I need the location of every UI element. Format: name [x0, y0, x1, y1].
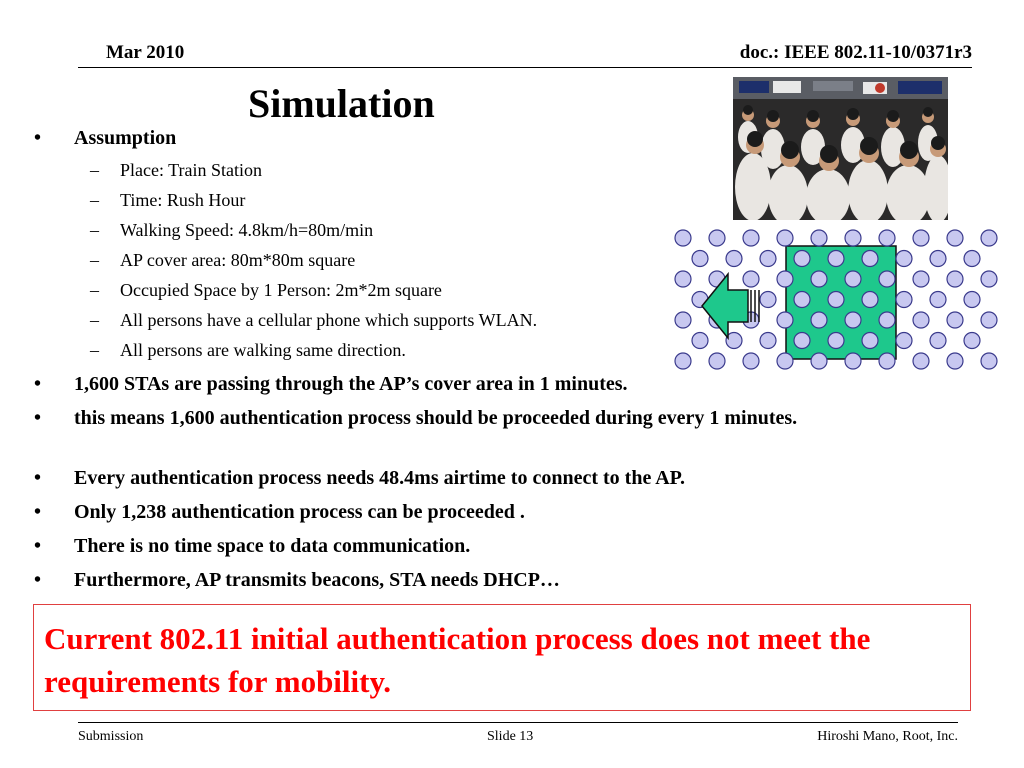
sub-item: [90, 249, 355, 271]
sub-item-text: Walking Speed: 4.8km/h=80m/min: [120, 220, 374, 240]
station-dot: [862, 292, 878, 308]
station-dot: [930, 292, 946, 308]
bullet-marker: •: [34, 407, 42, 429]
station-dot: [845, 312, 861, 328]
point-text: this means 1,600 authentication process should be proceeded during every 1 minutes.: [74, 407, 798, 429]
bullet-point: [34, 568, 914, 592]
crowd-photo: [733, 77, 948, 220]
sub-item: [90, 279, 442, 301]
dash-marker: –: [90, 160, 99, 180]
station-dot: [760, 292, 776, 308]
station-dot: [862, 333, 878, 349]
station-dot: [675, 230, 691, 246]
sub-item-text: Occupied Space by 1 Person: 2m*2m square: [120, 280, 442, 300]
station-dot: [777, 271, 793, 287]
station-dot: [760, 251, 776, 267]
sub-item-text: AP cover area: 80m*80m square: [120, 250, 356, 270]
station-dot: [981, 271, 997, 287]
station-dot: [964, 251, 980, 267]
dash-marker: –: [90, 250, 99, 270]
station-dot: [896, 333, 912, 349]
sub-item: [90, 309, 537, 331]
bullet-marker: •: [34, 127, 42, 149]
station-dot: [743, 271, 759, 287]
station-dot: [709, 353, 725, 369]
station-dot: [845, 353, 861, 369]
station-dot: [947, 312, 963, 328]
station-dot: [981, 312, 997, 328]
bullet-point: [34, 372, 914, 396]
sta-grid-diagram: [670, 228, 1006, 372]
station-dot: [930, 333, 946, 349]
station-dot: [794, 251, 810, 267]
station-dot: [913, 271, 929, 287]
station-dot: [743, 230, 759, 246]
station-dot: [947, 353, 963, 369]
sub-item: [90, 189, 245, 211]
header-date: Mar 2010: [106, 42, 185, 63]
header-divider: [78, 67, 972, 68]
station-dot: [896, 251, 912, 267]
station-dot: [675, 312, 691, 328]
station-dot: [760, 333, 776, 349]
sub-item: [90, 339, 406, 361]
footer-divider: [78, 722, 958, 723]
station-dot: [981, 353, 997, 369]
point-text: Only 1,238 authentication process can be proceeded .: [74, 501, 525, 523]
sub-item: [90, 159, 262, 181]
bullet-point: [34, 500, 914, 524]
station-dot: [913, 230, 929, 246]
station-dot: [811, 230, 827, 246]
station-dot: [692, 251, 708, 267]
point-text: There is no time space to data communication.: [74, 535, 471, 557]
bullet-marker: •: [34, 467, 42, 489]
crowd-photo-illustration: [733, 77, 948, 220]
dash-marker: –: [90, 310, 99, 330]
station-dot: [930, 251, 946, 267]
station-dot: [981, 230, 997, 246]
station-dot: [964, 292, 980, 308]
station-dot: [879, 312, 895, 328]
footer-slide-number: Slide 13: [487, 729, 534, 744]
station-dot: [811, 353, 827, 369]
slide-title: Simulation: [248, 81, 435, 126]
station-dot: [947, 271, 963, 287]
sub-item: [90, 219, 373, 241]
station-dot: [828, 292, 844, 308]
station-dot: [777, 312, 793, 328]
dash-marker: –: [90, 280, 99, 300]
conclusion-text: Current 802.11 initial authentication process does not meet the requirements for mobility.: [44, 621, 871, 699]
bullet-point: [34, 534, 914, 558]
dash-marker: –: [90, 190, 99, 210]
station-dot: [913, 312, 929, 328]
conclusion-callout: [33, 604, 971, 711]
station-dot: [777, 353, 793, 369]
station-dot: [862, 251, 878, 267]
assumption-label: Assumption: [74, 127, 177, 149]
station-dot: [879, 230, 895, 246]
station-dot: [964, 333, 980, 349]
sub-item-text: All persons are walking same direction.: [120, 340, 406, 360]
station-dot: [828, 333, 844, 349]
station-dot: [811, 312, 827, 328]
station-dot: [811, 271, 827, 287]
dash-marker: –: [90, 220, 99, 240]
sub-item-text: Place: Train Station: [120, 160, 263, 180]
station-dot: [828, 251, 844, 267]
bullet-point: [34, 406, 914, 430]
station-dot: [709, 230, 725, 246]
point-text: 1,600 STAs are passing through the AP’s cover area in 1 minutes.: [74, 373, 628, 395]
point-text: Every authentication process needs 48.4ms airtime to connect to the AP.: [74, 467, 686, 489]
station-dot: [947, 230, 963, 246]
station-dot: [743, 353, 759, 369]
bullet-marker: •: [34, 535, 42, 557]
point-text: Furthermore, AP transmits beacons, STA needs DHCP…: [74, 569, 560, 591]
station-dot: [896, 292, 912, 308]
station-dot: [675, 353, 691, 369]
station-dot: [879, 271, 895, 287]
header-doc-id: doc.: IEEE 802.11-10/0371r3: [739, 42, 972, 63]
bullet-marker: •: [34, 373, 42, 395]
station-dot: [879, 353, 895, 369]
sub-item-text: Time: Rush Hour: [120, 190, 246, 210]
sub-item-text: All persons have a cellular phone which supports WLAN.: [120, 310, 538, 330]
station-dot: [726, 251, 742, 267]
station-dot: [845, 230, 861, 246]
station-dot: [794, 292, 810, 308]
station-dot: [675, 271, 691, 287]
bullet-point: [34, 466, 914, 490]
bullet-marker: •: [34, 501, 42, 523]
footer-left: Submission: [78, 729, 144, 744]
station-dot: [845, 271, 861, 287]
dash-marker: –: [90, 340, 99, 360]
station-dot: [777, 230, 793, 246]
station-dot: [794, 333, 810, 349]
bullet-marker: •: [34, 569, 42, 591]
station-dot: [913, 353, 929, 369]
station-dot: [692, 333, 708, 349]
bullet-assumption: [34, 126, 176, 150]
footer-author: Hiroshi Mano, Root, Inc.: [817, 729, 958, 744]
